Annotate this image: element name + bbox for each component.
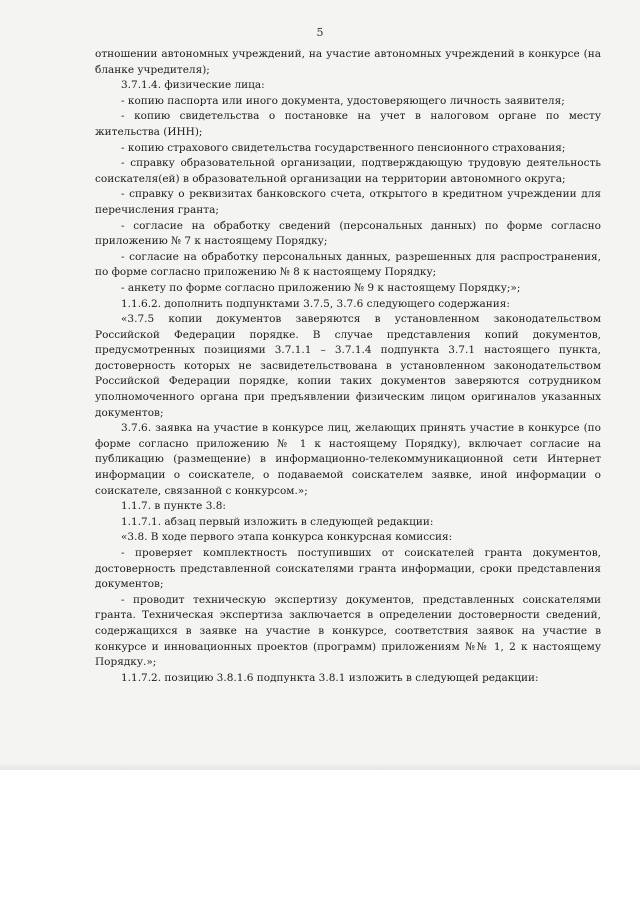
paragraph: отношении автономных учреждений, на участие автономных учреждений в конкурсе (на бланке учредителя); xyxy=(95,48,601,76)
paragraph: - справку о реквизитах банковского счета, открытого в кредитном учреждении для перечисления гранта; xyxy=(95,188,601,216)
paragraph: - копию страхового свидетельства государственного пенсионного страхования; xyxy=(121,141,566,154)
document-body xyxy=(95,47,601,686)
paragraph: - согласие на обработку персональных данных, разрешенных для распространения, по форме согласно приложению № 8 к настоящему Порядку; xyxy=(95,250,601,279)
paragraph: - анкету по форме согласно приложению № 9 к настоящему Порядку;»; xyxy=(121,281,521,294)
paragraph: - копию паспорта или иного документа, удостоверяющего личность заявителя; xyxy=(121,94,565,107)
paragraph: - копию свидетельства о постановке на учет в налоговом органе по месту жительства (ИНН); xyxy=(95,110,601,138)
paragraph: 1.1.6.2. дополнить подпунктами 3.7.5, 3.7.6 следующего содержания: xyxy=(121,297,510,310)
paragraph: 1.1.7.1. абзац первый изложить в следующей редакции: xyxy=(121,515,434,528)
page-number: 5 xyxy=(316,26,324,39)
paragraph: «3.7.5 копии документов заверяются в установленном законодательством Российской Федерации порядке. В случае представления копий документов, предусмотренных позициями 3.7.1.1 – 3.7.1.4 подпункта 3.7.1 настоящего пункта, достоверность которых не засвидетельствована в установленном законодательством Российской Федерации порядке, копии таких документов заверяются сотрудником уполномоченного органа при предъявлении физическим лицом оригиналов указанных документов; xyxy=(95,313,601,419)
paragraph: - проводит техническую экспертизу документов, представленных соискателями гранта. Техническая экспертиза заключается в определении достоверности сведений, содержащихся в заявке на участие в конкурсе, соответствия заявок на участие в конкурсе и инновационных проектов (программ) приложениям №№ 1, 2 к настоящему Порядку.»; xyxy=(95,593,601,669)
paragraph: 1.1.7.2. позицию 3.8.1.6 подпункта 3.8.1 изложить в следующей редакции: xyxy=(121,671,539,684)
paragraph: 3.7.6. заявка на участие в конкурсе лиц, желающих принять участие в конкурсе (по форме согласно приложению № 1 к настоящему Порядку), включает согласие на публикацию (размещение) в информационно-телекоммуникационной сети Интернет информации о соискателе, о подаваемой соискателем заявке, иной информации о соискателе, связанной с конкурсом.»; xyxy=(95,422,601,497)
paragraph: 1.1.7. в пункте 3.8: xyxy=(121,500,226,513)
paragraph: «3.8. В ходе первого этапа конкурса конкурсная комиссия: xyxy=(121,531,453,544)
paragraph: - проверяет комплектность поступивших от соискателей гранта документов, достоверность представленной соискателями гранта информации, сроки представления документов; xyxy=(95,547,601,591)
paragraph: 3.7.1.4. физические лица: xyxy=(121,79,265,92)
paragraph: - справку образовательной организации, подтверждающую трудовую деятельность соискателя(ей) в образовательной организации на территории автономного округа; xyxy=(95,157,601,185)
scan-edge xyxy=(0,762,640,770)
paragraph: - согласие на обработку сведений (персональных данных) по форме согласно приложению № 7 к настоящему Порядку; xyxy=(95,219,601,248)
